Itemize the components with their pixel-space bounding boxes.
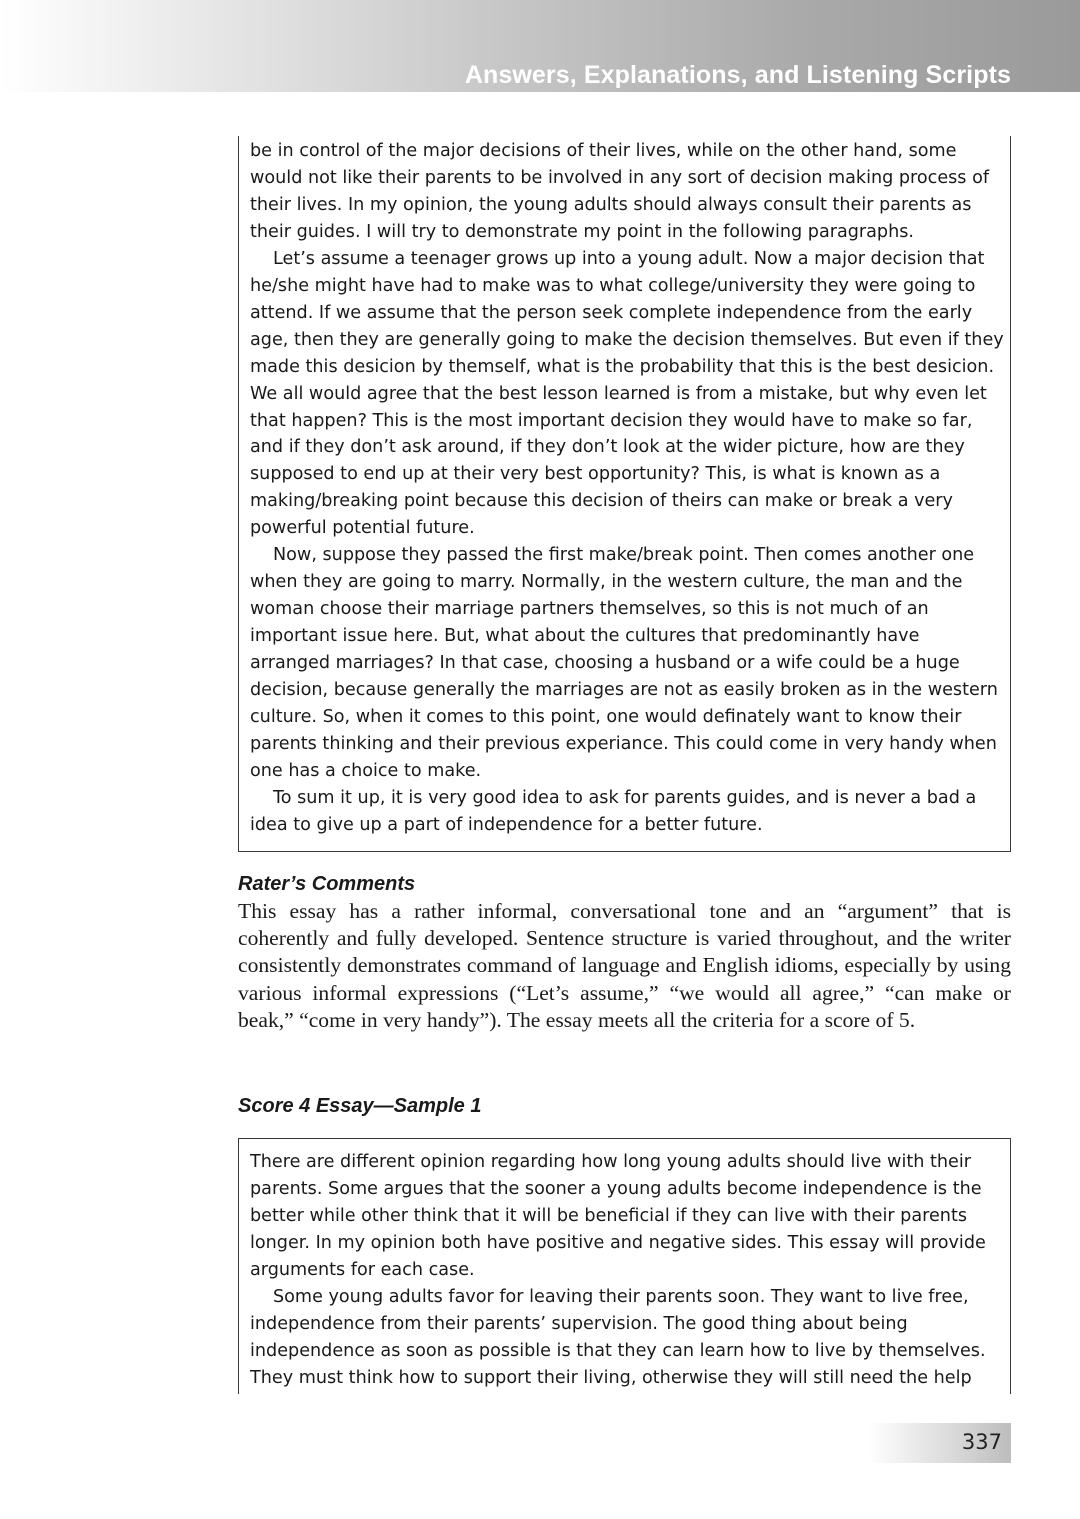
score-4-sample-1-heading: Score 4 Essay—Sample 1 [238,1095,482,1117]
raters-comments-text: This essay has a rather informal, conversational tone and an “argument” that is coherently and fully developed. Sentence structure is varied throughout, and the writer consistently demonstrates command of language and English idioms, especially by using various informal expressions (“Let’s assume,” “we would all agree,” “can make or beak,” “come in very handy”). The essay meets all the criteria for a score of 5. [238,899,1011,1032]
essay-paragraph: There are different opinion regarding how long young adults should live with their parents. Some argues that the sooner a young adults become independence is the better while other think that it will be beneficial if they can live with their parents longer. In my opinion both have positive and negative sides. This essay will provide arguments for each case. [250,1152,986,1280]
essay-paragraph: Let’s assume a teenager grows up into a young adult. Now a major decision that he/she might have had to make was to what college/university they were going to attend. If we assume that the person seek complete independence from the early age, then they are generally going to make the decision themselves. But even if they made this desicion by themself, what is the probability that this is the best desicion. We all would agree that the best lesson learned is from a mistake, but why even let that happen? This is the most important decision they would have to make so far, and if they don’t ask around, if they don’t look at the wider picture, how are they supposed to end up at their very best opportunity? This, is what is known as a making/breaking point because this decision of theirs can make or break a very powerful potential future. [250,248,1004,539]
essay-box-score-4-sample-1 [238,1138,1011,1394]
page-number: 337 [961,1430,1002,1454]
essay-paragraph: Now, suppose they passed the first make/break point. Then comes another one when they are going to marry. Normally, in the western culture, the man and the woman choose their marriage partners themselves, so this is not much of an important issue here. But, what about the cultures that predominantly have arranged marriages? In that case, choosing a husband or a wife could be a huge decision, because generally the marriages are not as easily broken as in the western culture. So, when it comes to this point, one would definately want to know their parents thinking and their previous experiance. This could come in very handy when one has a choice to make. [250,545,998,781]
running-header-band [0,0,1080,92]
essay-box-continued [238,136,1011,852]
page-number-band [869,1423,1011,1463]
running-header-title: Answers, Explanations, and Listening Scripts [464,61,1011,89]
essay-paragraph: To sum it up, it is very good idea to ask for parents guides, and is never a bad a idea to give up a part of independence for a better future. [250,787,977,835]
essay-paragraph: be in control of the major decisions of their lives, while on the other hand, some would not like their parents to be involved in any sort of decision making process of their lives. In my opinion, the young adults should always consult their parents as their guides. I will try to demonstrate my point in the following paragraphs. [250,141,990,242]
essay-paragraph: Some young adults favor for leaving their parents soon. They want to live free, independence from their parents’ supervision. The good thing about being independence as soon as possible is that they can learn how to live by themselves. They must think how to support their living, otherwise they will still need the help [250,1286,986,1388]
raters-comments-heading: Rater’s Comments [238,873,416,895]
